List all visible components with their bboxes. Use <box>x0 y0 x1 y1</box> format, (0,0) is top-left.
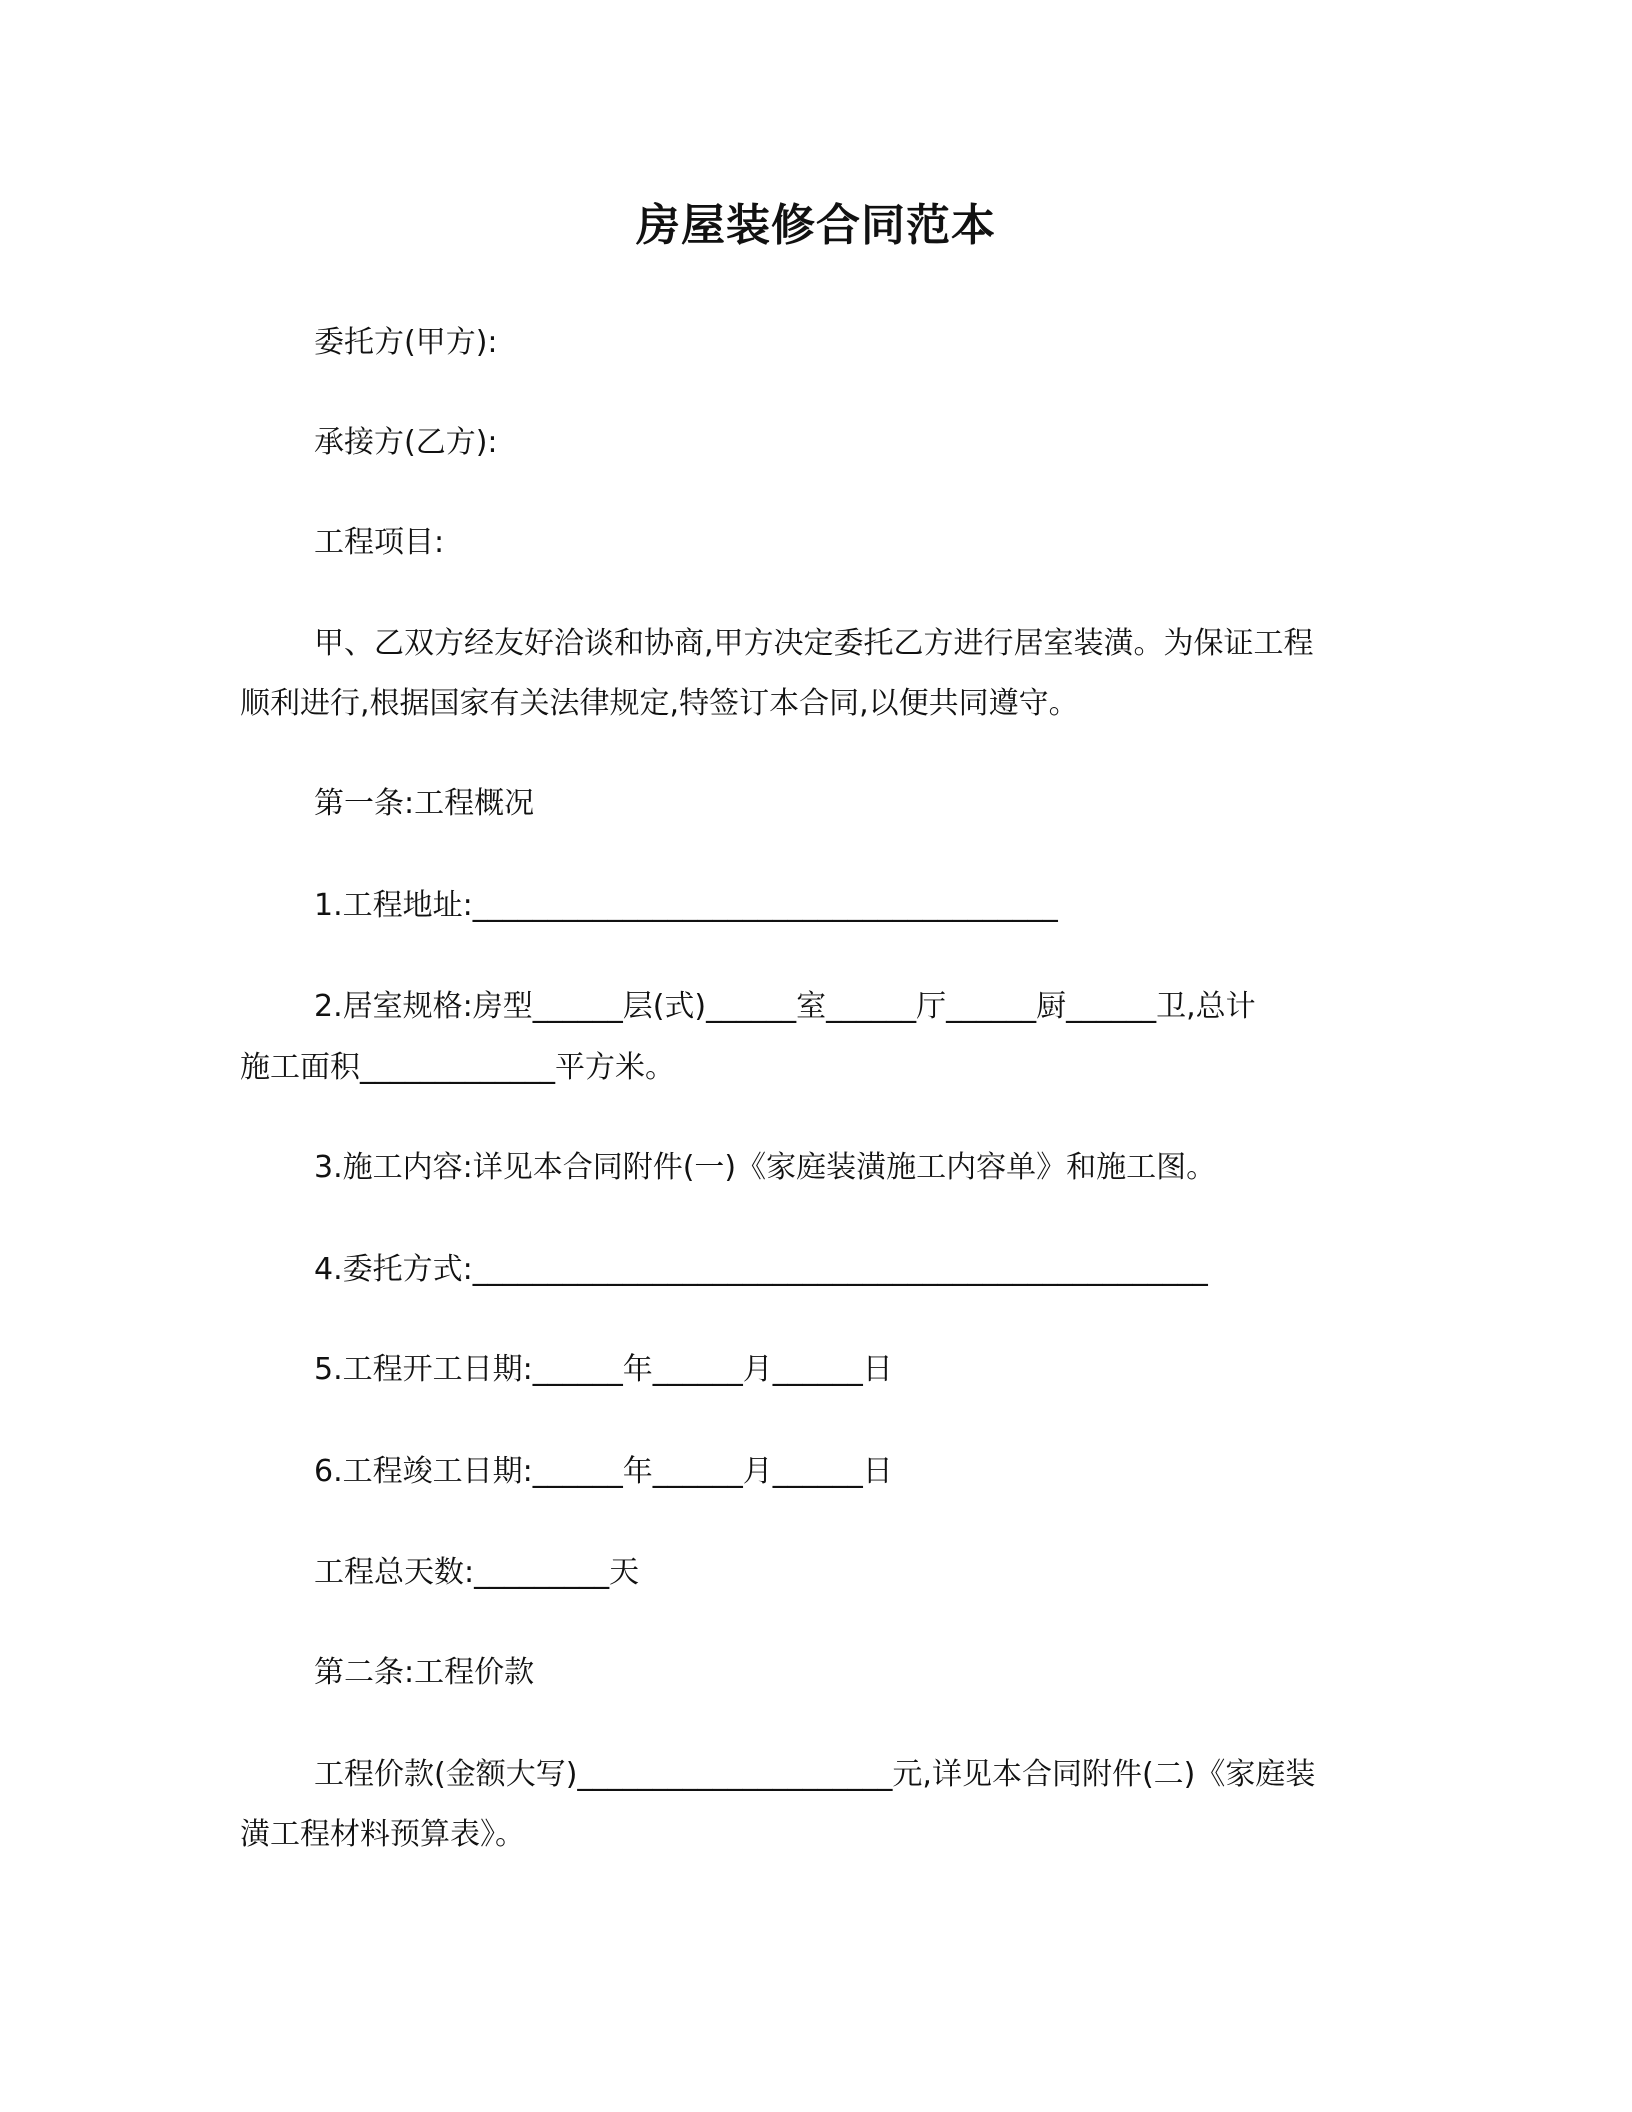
item-1-address: 1.工程地址:_______________________________________ <box>314 888 1058 923</box>
item-6-end-date: 6.工程竣工日期:______年______月______日 <box>314 1454 893 1489</box>
intro-paragraph-line-1: 甲、乙双方经友好洽谈和协商,甲方决定委托乙方进行居室装潢。为保证工程 <box>314 626 1314 661</box>
project-line: 工程项目: <box>314 525 445 560</box>
total-days-line: 工程总天数:_________天 <box>314 1555 640 1590</box>
document-title: 房屋装修合同范本 <box>636 200 996 251</box>
price-line-2: 潢工程材料预算表》。 <box>240 1817 525 1852</box>
item-5-start-date: 5.工程开工日期:______年______月______日 <box>314 1352 893 1387</box>
item-4-method: 4.委托方式:_________________________________________________ <box>314 1252 1208 1287</box>
price-line-1: 工程价款(金额大写)_____________________元,详见本合同附件(二)《家庭装 <box>314 1757 1316 1792</box>
item-3-content: 3.施工内容:详见本合同附件(一)《家庭装潢施工内容单》和施工图。 <box>314 1150 1217 1185</box>
item-2-specs-line-1: 2.居室规格:房型______层(式)______室______厅______厨______卫,总计 <box>314 989 1256 1024</box>
intro-paragraph-line-2: 顺利进行,根据国家有关法律规定,特签订本合同,以便共同遵守。 <box>240 686 1079 721</box>
article-1-heading: 第一条:工程概况 <box>314 786 535 821</box>
party-b-line: 承接方(乙方): <box>314 425 498 460</box>
party-a-line: 委托方(甲方): <box>314 325 498 360</box>
item-2-specs-line-2: 施工面积_____________平方米。 <box>240 1050 675 1085</box>
article-2-heading: 第二条:工程价款 <box>314 1655 535 1690</box>
